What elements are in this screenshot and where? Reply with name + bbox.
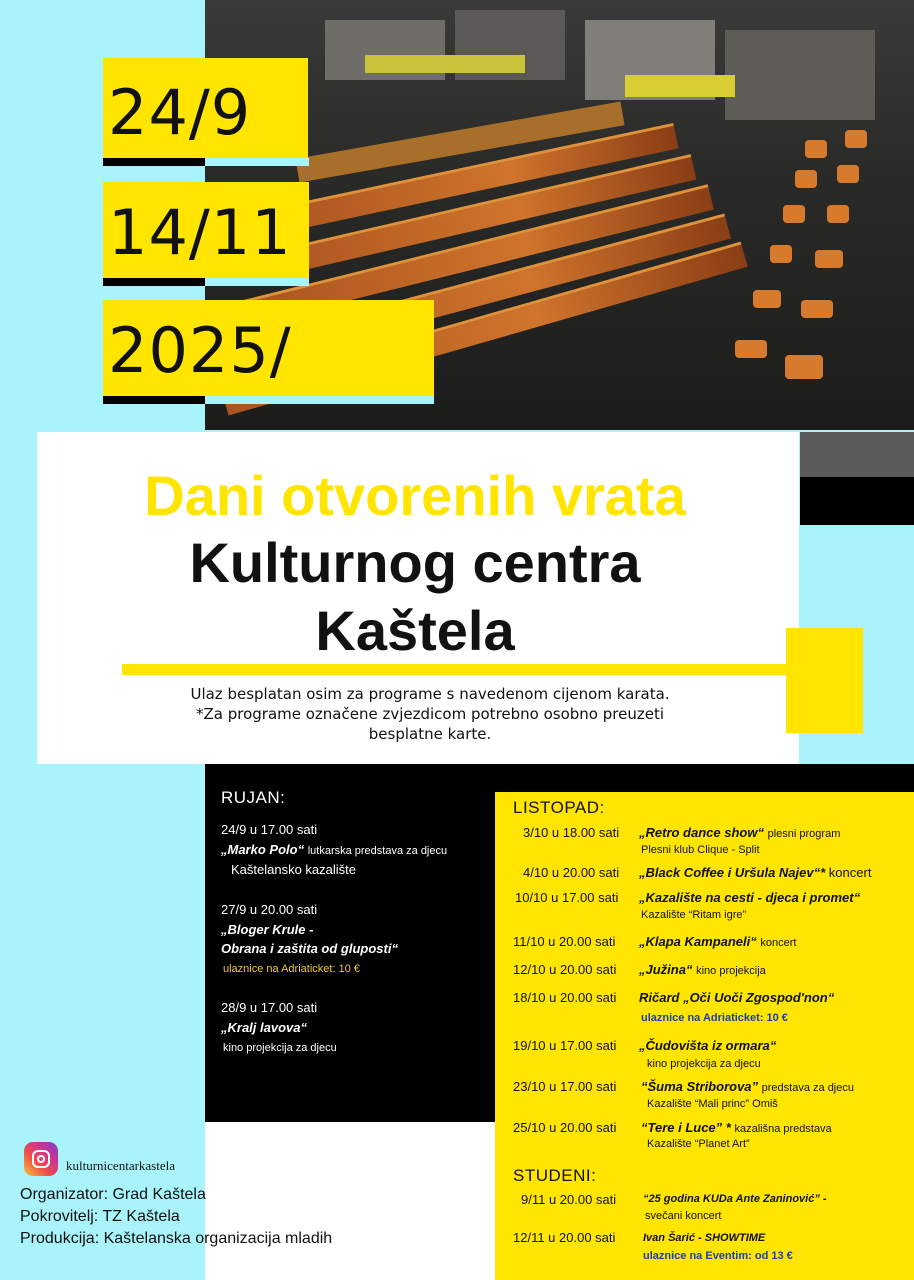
studeni-event-1-date: 9/11 u 20.00 sati [521,1192,617,1207]
studeni-event-2-ticket: ulaznice na Eventim: od 13 € [643,1250,793,1262]
footer-pokrovitelj: Pokrovitelj: TZ Kaštela [20,1208,180,1225]
listopad-panel [495,792,914,1280]
date-year: 2025/ [108,314,292,387]
yellow-accent-square [786,628,863,733]
studeni-event-1-title: “25 godina KUDa Ante Zaninović” - [643,1193,827,1205]
listopad-event-1-extra: Plesni klub Clique - Split [641,844,760,856]
listopad-event-1-title: „Retro dance show“ [639,825,764,840]
listopad-event-8-date: 23/10 u 17.00 sati [513,1079,617,1094]
listopad-event-6-date: 18/10 u 20.00 sati [513,990,617,1005]
listopad-event-5-title: „Južina“ [639,962,693,977]
listopad-event-3-title: „Kazalište na cesti - djeca i promet“ [639,890,861,905]
listopad-event-9-title: “Tere i Luce” * [641,1120,731,1135]
listopad-event-8-title-line [641,1079,854,1094]
title-line-3: Kaštela [315,599,515,662]
studeni-heading: STUDENI: [513,1166,597,1185]
title-line-2: Kulturnog centra [189,531,641,594]
black-spacer [495,764,914,792]
listopad-event-9-date: 25/10 u 20.00 sati [513,1120,617,1135]
listopad-event-9-title-line [641,1120,832,1135]
listopad-event-3-date: 10/10 u 17.00 sati [515,890,619,905]
listopad-event-7-date: 19/10 u 17.00 sati [513,1038,617,1053]
listopad-event-9-desc: kazališna predstava [734,1123,832,1135]
listopad-event-7-extra: kino projekcija za djecu [647,1058,761,1070]
rujan-event-1-title: „Marko Polo“ [221,842,305,857]
rujan-event-1-extra: Kaštelansko kazalište [231,862,357,877]
rujan-heading: RUJAN: [221,788,286,807]
intro-line-2: *Za programe označene zvjezdicom potrebno osobno preuzeti [195,705,664,723]
listopad-event-4-date: 11/10 u 20.00 sati [513,934,616,949]
rujan-event-3-title: „Kralj lavova“ [221,1020,307,1035]
rujan-event-3-extra: kino projekcija za djecu [223,1042,337,1054]
listopad-event-4-title: „Klapa Kampaneli“ [639,934,757,949]
studeni-event-2-title: Ivan Šarić - SHOWTIME [643,1232,766,1244]
intro-text [100,684,760,744]
listopad-event-4-title-line [639,934,796,949]
footer-produkcija: Produkcija: Kaštelanska organizacija mladih [20,1230,333,1247]
listopad-event-2-title-line [639,865,871,880]
listopad-event-5-title-line [639,962,766,977]
listopad-event-8-desc: predstava za djecu [761,1082,854,1094]
listopad-event-1-title-line [639,825,840,840]
listopad-event-8-title: “Šuma Striborova” [641,1079,759,1094]
listopad-event-2-desc: koncert [828,865,872,880]
listopad-event-2-date: 4/10 u 20.00 sati [523,865,620,880]
intro-line-1: Ulaz besplatan osim za programe s navedenom cijenom karata. [190,685,670,703]
listopad-event-9-extra: Kazalište “Planet Art” [647,1138,750,1150]
rujan-event-1-title-line [221,842,447,857]
white-footer-block [205,1122,495,1280]
listopad-event-2-title: „Black Coffee i Uršula Najev“* [639,865,826,880]
listopad-event-5-desc: kino projekcija [696,965,766,977]
rujan-event-2-title2: Obrana i zaštita od gluposti“ [221,941,398,956]
listopad-event-4-desc: koncert [760,937,797,949]
listopad-event-6-title: Ričard „Oči Uoči Zgospod'non“ [639,990,835,1005]
studeni-event-1-extra: svečani koncert [645,1210,722,1222]
listopad-heading: LISTOPAD: [513,798,605,817]
rujan-event-2-date: 27/9 u 20.00 sati [221,902,318,917]
yellow-divider [122,664,787,675]
listopad-event-3-extra: Kazalište “Ritam igre” [641,909,747,921]
rujan-panel [205,764,495,1122]
rujan-event-2-title: „Bloger Krule - [221,922,314,937]
listopad-event-6-ticket: ulaznice na Adriaticket: 10 € [641,1012,788,1024]
date-start: 24/9 [108,76,252,149]
date-end: 14/11 [108,196,292,269]
rujan-event-3-date: 28/9 u 17.00 sati [221,1000,318,1015]
listopad-event-1-desc: plesni program [767,828,841,840]
title-line-1: Dani otvorenih vrata [144,464,686,527]
rujan-event-1-desc: lutkarska predstava za djecu [307,845,448,857]
rujan-event-2-extra: ulaznice na Adriaticket: 10 € [223,963,360,975]
listopad-event-8-extra: Kazalište “Mali princ” Omiš [647,1098,778,1110]
studeni-event-2-date: 12/11 u 20.00 sati [513,1230,616,1245]
rujan-event-1-date: 24/9 u 17.00 sati [221,822,318,837]
instagram-icon[interactable] [24,1142,58,1176]
footer-organizator: Organizator: Grad Kaštela [20,1186,206,1203]
listopad-event-1-date: 3/10 u 18.00 sati [523,825,620,840]
listopad-event-5-date: 12/10 u 20.00 sati [513,962,617,977]
listopad-event-7-title: „Čudovišta iz ormara“ [639,1038,777,1053]
instagram-handle[interactable]: kulturnicentarkastela [66,1158,176,1173]
intro-line-3: besplatne karte. [368,725,492,743]
